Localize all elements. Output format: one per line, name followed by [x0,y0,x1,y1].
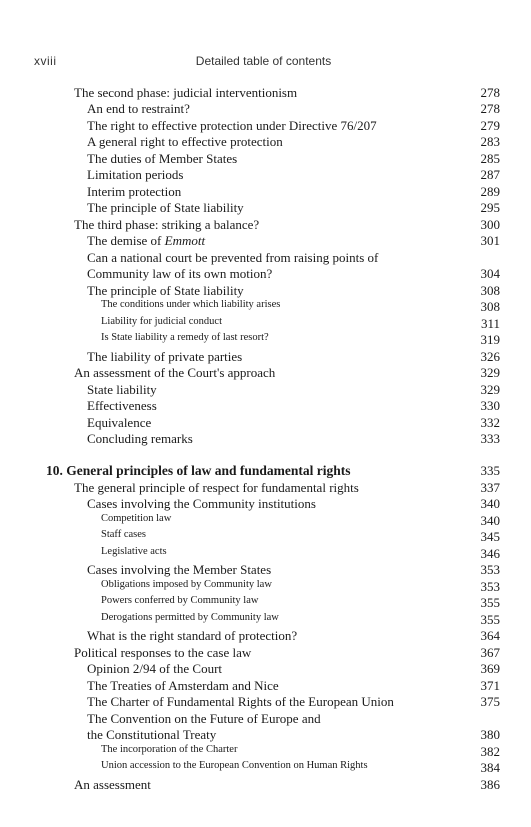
entry-page-number: 371 [480,678,500,693]
entry-title: Liability for judicial conduct [101,316,223,327]
entry-page-number: 278 [480,101,500,116]
entry-page-number: 380 [480,727,500,742]
entry-page-number: 311 [480,316,500,331]
entry-title: The conditions under which liability arises [101,299,281,310]
entry-title: The demise of Emmott [87,233,206,248]
entry-page-number: 386 [480,777,500,792]
entry-page-number: 283 [480,134,500,149]
entry-page-number: 326 [480,349,500,364]
entry-title: Effectiveness [87,398,157,413]
entry-page-number: 364 [480,628,500,643]
entry-title: Legislative acts [101,546,167,557]
entry-page-number: 308 [480,299,500,314]
entry-title: Competition law [101,513,172,524]
entry-page-number: 346 [480,546,500,561]
entry-title: An assessment of the Court's approach [74,365,276,380]
entry-title: The principle of State liability [87,200,244,215]
entry-title: Limitation periods [87,167,184,182]
entry-title: The Charter of Fundamental Rights of the European Union [87,694,394,709]
entry-title: 10. General principles of law and fundamental rights [46,463,351,478]
entry-page-number: 375 [480,694,500,709]
entry-title: The duties of Member States [87,151,238,166]
entry-title: the Constitutional Treaty [87,727,217,742]
entry-title: Opinion 2/94 of the Court [87,661,223,676]
entry-page-number: 300 [480,217,500,232]
entry-page-number: 329 [480,365,500,380]
entry-page-number: 382 [480,744,500,759]
entry-page-number: 353 [480,579,500,594]
entry-page-number: 287 [480,167,500,182]
entry-page-number: 330 [480,398,500,413]
entry-page-number: 355 [480,612,500,627]
entry-title: Obligations imposed by Community law [101,579,272,590]
entry-title: What is the right standard of protection? [87,628,298,643]
entry-page-number: 319 [480,332,500,347]
entry-page-number: 278 [480,85,500,100]
entry-page-number: 337 [480,480,500,495]
entry-title: The principle of State liability [87,283,244,298]
entry-title: The right to effective protection under Directive 76/207 [87,118,377,133]
entry-page-number: 333 [480,431,500,446]
entry-title: State liability [87,382,157,397]
page-number: xviii [34,54,57,68]
entry-title: Equivalence [87,415,152,430]
entry-page-number: 340 [480,513,500,528]
entry-page-number: 355 [480,595,500,610]
page-header [34,54,493,70]
entry-page-number: 289 [480,184,500,199]
entry-page-number: 279 [480,118,500,133]
entry-page-number: 335 [480,463,500,478]
entry-title: An end to restraint? [87,101,190,116]
entry-title: The incorporation of the Charter [101,744,238,755]
entry-page-number: 353 [480,562,500,577]
entry-title: Union accession to the European Convention on Human Rights [101,760,368,771]
entry-page-number: 308 [480,283,500,298]
entry-title: A general right to effective protection [87,134,283,149]
entry-title: The general principle of respect for fundamental rights [74,480,359,495]
entry-title: Derogations permitted by Community law [101,612,279,623]
entry-title: Community law of its own motion? [87,266,273,281]
entry-page-number: 332 [480,415,500,430]
entry-title: Cases involving the Member States [87,562,272,577]
entry-title: Interim protection [87,184,182,199]
entry-page-number: 301 [480,233,500,248]
entry-title: Can a national court be prevented from raising points of [87,250,379,265]
entry-page-number: 367 [480,645,500,660]
entry-page-number: 304 [480,266,500,281]
entry-title-italic: Emmott [164,233,206,248]
entry-title: Staff cases [101,529,146,540]
entry-title: The third phase: striking a balance? [74,217,260,232]
entry-title: An assessment [74,777,151,792]
entry-page-number: 369 [480,661,500,676]
entry-title: Cases involving the Community institutions [87,496,316,511]
entry-page-number: 285 [480,151,500,166]
entry-page-number: 384 [480,760,500,775]
entry-title: Political responses to the case law [74,645,252,660]
entry-title: The second phase: judicial interventionism [74,85,298,100]
entry-title: The Convention on the Future of Europe and [87,711,321,726]
entry-title: Is State liability a remedy of last resort? [101,332,269,343]
entry-page-number: 295 [480,200,500,215]
entry-title: The Treaties of Amsterdam and Nice [87,678,279,693]
entry-page-number: 340 [480,496,500,511]
entry-title: Powers conferred by Community law [101,595,259,606]
entry-title: Concluding remarks [87,431,193,446]
entry-page-number: 329 [480,382,500,397]
running-title: Detailed table of contents [195,54,332,68]
entry-title: The liability of private parties [87,349,243,364]
entry-page-number: 345 [480,529,500,544]
